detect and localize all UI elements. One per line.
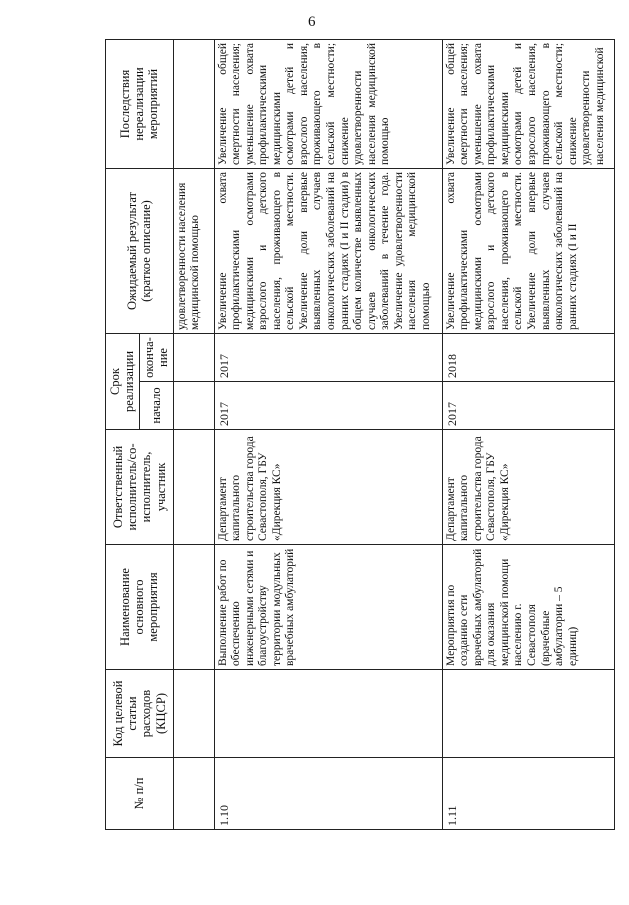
row-result: Увеличение охвата профилактическими медицинскими осмотрами взрослого и детского населения, проживающего в сельской местности. Увеличение доли впервые выявленных случаев онкологических заболеваний на ранних стадиях (I и II bbox=[442, 168, 614, 333]
row-name: Мероприятия по созданию сети врачебных амбулаторий для оказания медицинской помощи населению г. Севастополя (врачебные амбулатории – 5 единиц) bbox=[442, 545, 614, 670]
table-row bbox=[442, 39, 614, 829]
header-result: Ожидаемый результат (краткое описание) bbox=[106, 168, 174, 333]
row-end: 2018 bbox=[442, 333, 614, 381]
header-name: Наименование основного мероприятия bbox=[106, 545, 174, 670]
row-end: 2017 bbox=[214, 333, 442, 381]
cont-cell-end bbox=[173, 333, 214, 381]
header-row bbox=[106, 39, 140, 829]
row-consequences: Увеличение общей смертности населения; уменьшение охвата профилактическими медицинскими осмотрами детей и взрослого населения, проживающего в сельской местности; снижение удовлетворенности населения медицинской bbox=[442, 39, 614, 168]
header-responsible: Ответственный исполнитель/со-исполнитель, участник bbox=[106, 430, 174, 545]
header-start: начало bbox=[139, 382, 173, 430]
row-responsible: Департамент капитального строительства города Севастополя, ГБУ «Дирекция КС» bbox=[214, 430, 442, 545]
row-consequences: Увеличение общей смертности населения; уменьшение охвата профилактическими медицинскими осмотрами детей и взрослого населения, проживающего в сельской местности; снижение удовлетворенности населения медицинской помощью bbox=[214, 39, 442, 168]
table-row bbox=[214, 39, 442, 829]
page-number: 6 bbox=[308, 14, 316, 30]
row-code bbox=[442, 670, 614, 758]
cont-cell-start bbox=[173, 382, 214, 430]
row-code bbox=[214, 670, 442, 758]
cont-cell-name bbox=[173, 545, 214, 670]
row-num: 1.10 bbox=[214, 758, 442, 830]
table-sheet bbox=[105, 40, 615, 830]
program-measures-table bbox=[105, 39, 615, 830]
row-start: 2017 bbox=[214, 382, 442, 430]
header-consequences: Последствия нереализации мероприятий bbox=[106, 39, 174, 168]
row-name: Выполнение работ по обеспечению инженерными сетями и благоустройству территории модульных врачебных амбулаторий bbox=[214, 545, 442, 670]
continuation-row bbox=[173, 39, 214, 829]
cont-cell-consequences bbox=[173, 39, 214, 168]
cont-cell-responsible bbox=[173, 430, 214, 545]
header-code: Код целевой статьи расходов (КЦСР) bbox=[106, 670, 174, 758]
cont-cell-num bbox=[173, 758, 214, 830]
cont-cell-code bbox=[173, 670, 214, 758]
row-responsible: Департамент капитального строительства города Севастополя, ГБУ «Дирекция КС» bbox=[442, 430, 614, 545]
cont-cell-result: удовлетворенности населения медицинской помощью bbox=[173, 168, 214, 333]
header-num: № п/п bbox=[106, 758, 174, 830]
header-period: Срок реализации bbox=[106, 333, 140, 429]
rotated-table-wrapper bbox=[105, 40, 615, 830]
row-start: 2017 bbox=[442, 382, 614, 430]
row-num: 1.11 bbox=[442, 758, 614, 830]
row-result: Увеличение охвата профилактическими медицинскими осмотрами взрослого и детского населения, проживающего в сельской местности. Увеличение доли впервые выявленных случаев онкологических заболеваний на ранних стадиях (I и II стадии) в общем количестве выявленных случаев онкологических заболеваний в течение года. Увеличение удовлетворенности населения медицинской помощью bbox=[214, 168, 442, 333]
header-end: оконча-ние bbox=[139, 333, 173, 381]
